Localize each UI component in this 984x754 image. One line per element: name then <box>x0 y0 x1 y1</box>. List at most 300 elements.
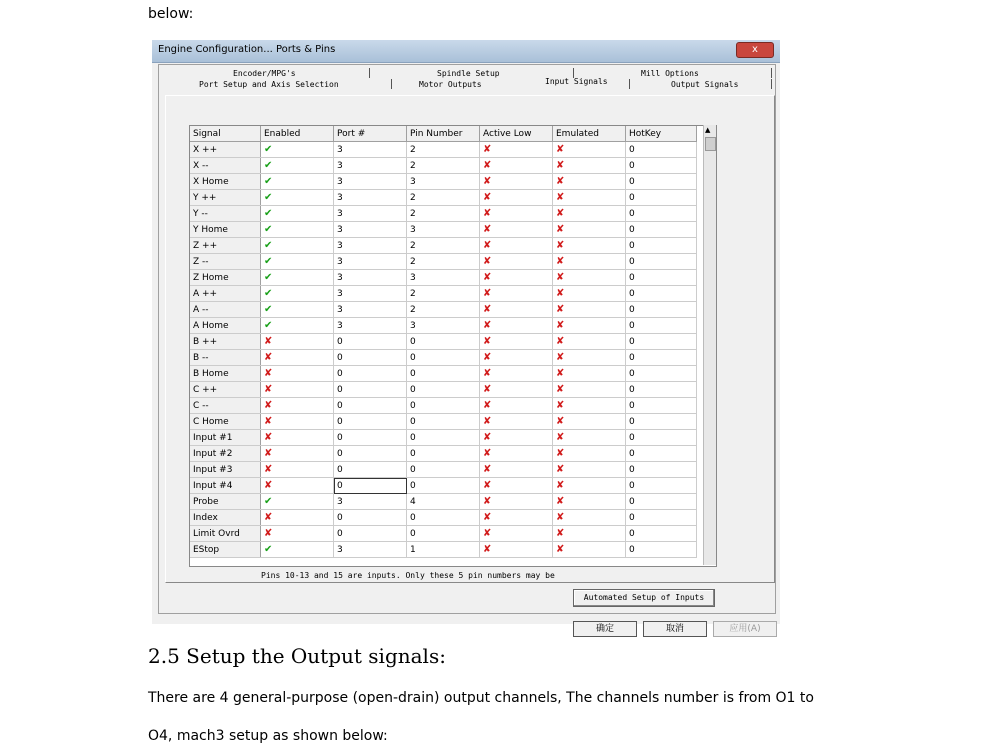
active-low-cell[interactable] <box>480 222 553 238</box>
emulated-cell[interactable] <box>553 190 626 206</box>
cancel-button[interactable]: 取消 <box>643 621 707 637</box>
signal-name-cell[interactable]: Z -- <box>190 254 261 270</box>
red-x-icon[interactable]: ✘ <box>483 144 492 155</box>
signal-name-cell[interactable]: B Home <box>190 366 261 382</box>
red-x-icon[interactable]: ✘ <box>483 368 492 379</box>
signal-name-cell[interactable]: Limit Ovrd <box>190 526 261 542</box>
port-cell[interactable]: 3 <box>334 222 407 238</box>
red-x-icon[interactable]: ✘ <box>483 160 492 171</box>
column-header-enabled[interactable]: Enabled <box>261 126 334 142</box>
emulated-cell[interactable] <box>553 366 626 382</box>
emulated-cell[interactable] <box>553 238 626 254</box>
hotkey-cell[interactable]: 0 <box>626 398 697 414</box>
signal-name-cell[interactable]: C Home <box>190 414 261 430</box>
green-check-icon[interactable]: ✔ <box>264 224 273 235</box>
enabled-cell[interactable] <box>261 446 334 462</box>
hotkey-cell[interactable]: 0 <box>626 206 697 222</box>
enabled-cell[interactable] <box>261 142 334 158</box>
emulated-cell[interactable] <box>553 270 626 286</box>
green-check-icon[interactable]: ✔ <box>264 320 273 331</box>
grid-scrollbar[interactable] <box>703 125 716 565</box>
tab-mill-options[interactable]: Mill Options <box>641 69 699 78</box>
active-low-cell[interactable] <box>480 494 553 510</box>
emulated-cell[interactable] <box>553 478 626 494</box>
emulated-cell[interactable] <box>553 398 626 414</box>
column-header-signal[interactable]: Signal <box>190 126 261 142</box>
hotkey-cell[interactable]: 0 <box>626 302 697 318</box>
enabled-cell[interactable] <box>261 302 334 318</box>
red-x-icon[interactable]: ✘ <box>556 304 565 315</box>
emulated-cell[interactable] <box>553 462 626 478</box>
red-x-icon[interactable]: ✘ <box>483 480 492 491</box>
grid-body <box>190 142 697 558</box>
pin-number-cell[interactable]: 0 <box>407 350 480 366</box>
port-cell[interactable]: 3 <box>334 286 407 302</box>
pin-number-cell[interactable]: 4 <box>407 494 480 510</box>
paragraph-line-1: There are 4 general-purpose (open-drain) output channels, The channels number is from O1 to <box>148 690 814 706</box>
signal-name-cell[interactable]: C ++ <box>190 382 261 398</box>
signal-name-cell[interactable]: Input #1 <box>190 430 261 446</box>
tab-port-setup[interactable]: Port Setup and Axis Selection <box>199 80 339 89</box>
enabled-cell[interactable] <box>261 494 334 510</box>
red-x-icon[interactable]: ✘ <box>483 304 492 315</box>
red-x-icon[interactable]: ✘ <box>483 320 492 331</box>
green-check-icon[interactable]: ✔ <box>264 144 273 155</box>
enabled-cell[interactable] <box>261 254 334 270</box>
red-x-icon[interactable]: ✘ <box>483 272 492 283</box>
pin-number-cell[interactable]: 0 <box>407 414 480 430</box>
red-x-icon[interactable]: ✘ <box>556 144 565 155</box>
red-x-icon[interactable]: ✘ <box>483 432 492 443</box>
hotkey-cell[interactable]: 0 <box>626 270 697 286</box>
hotkey-cell[interactable]: 0 <box>626 318 697 334</box>
active-low-cell[interactable] <box>480 542 553 558</box>
active-low-cell[interactable] <box>480 286 553 302</box>
pin-number-cell[interactable]: 0 <box>407 430 480 446</box>
red-x-icon[interactable]: ✘ <box>483 336 492 347</box>
column-header-port[interactable]: Port # <box>334 126 407 142</box>
red-x-icon[interactable]: ✘ <box>556 208 565 219</box>
red-x-icon[interactable]: ✘ <box>264 368 273 379</box>
tab-divider <box>771 68 772 78</box>
red-x-icon[interactable]: ✘ <box>556 464 565 475</box>
red-x-icon[interactable]: ✘ <box>556 160 565 171</box>
red-x-icon[interactable]: ✘ <box>556 352 565 363</box>
intro-text: below: <box>148 6 194 22</box>
active-low-cell[interactable] <box>480 478 553 494</box>
active-low-cell[interactable] <box>480 334 553 350</box>
hotkey-cell[interactable]: 0 <box>626 174 697 190</box>
signal-name-cell[interactable]: EStop <box>190 542 261 558</box>
active-low-cell[interactable] <box>480 430 553 446</box>
red-x-icon[interactable]: ✘ <box>483 544 492 555</box>
emulated-cell[interactable] <box>553 382 626 398</box>
port-cell[interactable]: 3 <box>334 494 407 510</box>
port-cell[interactable]: 0 <box>334 526 407 542</box>
red-x-icon[interactable]: ✘ <box>483 416 492 427</box>
enabled-cell[interactable] <box>261 190 334 206</box>
hotkey-cell[interactable]: 0 <box>626 526 697 542</box>
signal-name-cell[interactable]: A -- <box>190 302 261 318</box>
active-low-cell[interactable] <box>480 254 553 270</box>
red-x-icon[interactable]: ✘ <box>483 496 492 507</box>
pin-number-cell[interactable]: 2 <box>407 286 480 302</box>
red-x-icon[interactable]: ✘ <box>556 224 565 235</box>
port-cell[interactable]: 0 <box>334 366 407 382</box>
pins-note: Pins 10-13 and 15 are inputs. Only these 5 pin numbers may be <box>261 571 555 580</box>
port-cell[interactable]: 3 <box>334 190 407 206</box>
hotkey-cell[interactable]: 0 <box>626 286 697 302</box>
active-low-cell[interactable] <box>480 398 553 414</box>
enabled-cell[interactable] <box>261 222 334 238</box>
signal-name-cell[interactable]: C -- <box>190 398 261 414</box>
pin-number-cell[interactable]: 2 <box>407 238 480 254</box>
tab-spindle-setup[interactable]: Spindle Setup <box>437 69 500 78</box>
red-x-icon[interactable]: ✘ <box>264 384 273 395</box>
pin-number-cell[interactable]: 0 <box>407 446 480 462</box>
column-header-emulated[interactable]: Emulated <box>553 126 626 142</box>
hotkey-cell[interactable]: 0 <box>626 414 697 430</box>
green-check-icon[interactable]: ✔ <box>264 160 273 171</box>
enabled-cell[interactable] <box>261 526 334 542</box>
hotkey-cell[interactable]: 0 <box>626 478 697 494</box>
green-check-icon[interactable]: ✔ <box>264 176 273 187</box>
pin-number-cell[interactable]: 0 <box>407 510 480 526</box>
red-x-icon[interactable]: ✘ <box>556 480 565 491</box>
signal-name-cell[interactable]: X Home <box>190 174 261 190</box>
port-cell[interactable]: 3 <box>334 542 407 558</box>
table-row <box>190 286 697 302</box>
hotkey-cell[interactable]: 0 <box>626 350 697 366</box>
enabled-cell[interactable] <box>261 414 334 430</box>
hotkey-cell[interactable]: 0 <box>626 142 697 158</box>
port-cell[interactable]: 3 <box>334 158 407 174</box>
hotkey-cell[interactable]: 0 <box>626 222 697 238</box>
active-low-cell[interactable] <box>480 366 553 382</box>
green-check-icon[interactable]: ✔ <box>264 288 273 299</box>
table-row <box>190 398 697 414</box>
enabled-cell[interactable] <box>261 158 334 174</box>
active-low-cell[interactable] <box>480 318 553 334</box>
pin-number-cell[interactable]: 2 <box>407 158 480 174</box>
hotkey-cell[interactable]: 0 <box>626 446 697 462</box>
signal-name-cell[interactable]: B -- <box>190 350 261 366</box>
close-button[interactable]: x <box>736 42 774 58</box>
green-check-icon[interactable]: ✔ <box>264 272 273 283</box>
pin-number-cell[interactable]: 2 <box>407 302 480 318</box>
red-x-icon[interactable]: ✘ <box>264 416 273 427</box>
hotkey-cell[interactable]: 0 <box>626 238 697 254</box>
enabled-cell[interactable] <box>261 462 334 478</box>
active-low-cell[interactable] <box>480 238 553 254</box>
red-x-icon[interactable]: ✘ <box>556 416 565 427</box>
red-x-icon[interactable]: ✘ <box>264 400 273 411</box>
pin-number-cell[interactable]: 2 <box>407 254 480 270</box>
port-cell[interactable]: 0 <box>334 430 407 446</box>
signal-name-cell[interactable]: A ++ <box>190 286 261 302</box>
port-cell[interactable]: 0 <box>334 398 407 414</box>
enabled-cell[interactable] <box>261 510 334 526</box>
hotkey-cell[interactable]: 0 <box>626 542 697 558</box>
red-x-icon[interactable]: ✘ <box>483 288 492 299</box>
port-cell[interactable]: 3 <box>334 238 407 254</box>
active-low-cell[interactable] <box>480 462 553 478</box>
emulated-cell[interactable] <box>553 334 626 350</box>
green-check-icon[interactable]: ✔ <box>264 496 273 507</box>
red-x-icon[interactable]: ✘ <box>556 544 565 555</box>
emulated-cell[interactable] <box>553 254 626 270</box>
red-x-icon[interactable]: ✘ <box>264 432 273 443</box>
emulated-cell[interactable] <box>553 510 626 526</box>
enabled-cell[interactable] <box>261 350 334 366</box>
signal-name-cell[interactable]: Input #2 <box>190 446 261 462</box>
hotkey-cell[interactable]: 0 <box>626 382 697 398</box>
active-low-cell[interactable] <box>480 510 553 526</box>
emulated-cell[interactable] <box>553 430 626 446</box>
hotkey-cell[interactable]: 0 <box>626 430 697 446</box>
automated-setup-button[interactable]: Automated Setup of Inputs <box>573 589 715 607</box>
signal-name-cell[interactable]: A Home <box>190 318 261 334</box>
tab-encoder-mpg[interactable]: Encoder/MPG's <box>233 69 296 78</box>
emulated-cell[interactable] <box>553 526 626 542</box>
pin-number-cell[interactable]: 3 <box>407 318 480 334</box>
red-x-icon[interactable]: ✘ <box>556 192 565 203</box>
active-low-cell[interactable] <box>480 414 553 430</box>
red-x-icon[interactable]: ✘ <box>264 448 273 459</box>
emulated-cell[interactable] <box>553 318 626 334</box>
port-cell[interactable]: 0 <box>334 462 407 478</box>
pin-number-cell[interactable]: 1 <box>407 542 480 558</box>
port-cell[interactable]: 0 <box>334 382 407 398</box>
pin-number-cell[interactable]: 2 <box>407 206 480 222</box>
red-x-icon[interactable]: ✘ <box>556 448 565 459</box>
emulated-cell[interactable] <box>553 350 626 366</box>
emulated-cell[interactable] <box>553 206 626 222</box>
pin-number-cell[interactable]: 0 <box>407 398 480 414</box>
active-low-cell[interactable] <box>480 446 553 462</box>
green-check-icon[interactable]: ✔ <box>264 544 273 555</box>
red-x-icon[interactable]: ✘ <box>483 176 492 187</box>
signal-name-cell[interactable]: Y Home <box>190 222 261 238</box>
red-x-icon[interactable]: ✘ <box>483 512 492 523</box>
red-x-icon[interactable]: ✘ <box>556 176 565 187</box>
red-x-icon[interactable]: ✘ <box>264 464 273 475</box>
enabled-cell[interactable] <box>261 430 334 446</box>
port-cell[interactable]: 0 <box>334 414 407 430</box>
port-cell[interactable]: 0 <box>334 510 407 526</box>
enabled-cell[interactable] <box>261 478 334 494</box>
emulated-cell[interactable] <box>553 158 626 174</box>
port-cell[interactable]: 3 <box>334 302 407 318</box>
column-header-hotkey[interactable]: HotKey <box>626 126 697 142</box>
red-x-icon[interactable]: ✘ <box>556 528 565 539</box>
ok-button[interactable]: 确定 <box>573 621 637 637</box>
pin-number-cell[interactable]: 2 <box>407 190 480 206</box>
hotkey-cell[interactable]: 0 <box>626 334 697 350</box>
table-row <box>190 430 697 446</box>
table-row <box>190 206 697 222</box>
green-check-icon[interactable]: ✔ <box>264 192 273 203</box>
red-x-icon[interactable]: ✘ <box>264 352 273 363</box>
red-x-icon[interactable]: ✘ <box>483 224 492 235</box>
emulated-cell[interactable] <box>553 286 626 302</box>
red-x-icon[interactable]: ✘ <box>556 336 565 347</box>
red-x-icon[interactable]: ✘ <box>483 400 492 411</box>
red-x-icon[interactable]: ✘ <box>264 480 273 491</box>
emulated-cell[interactable] <box>553 142 626 158</box>
pin-number-cell[interactable]: 3 <box>407 174 480 190</box>
section-heading: 2.5 Setup the Output signals: <box>148 644 446 668</box>
signal-name-cell[interactable]: Index <box>190 510 261 526</box>
hotkey-cell[interactable]: 0 <box>626 254 697 270</box>
port-cell[interactable]: 0 <box>334 334 407 350</box>
red-x-icon[interactable]: ✘ <box>483 464 492 475</box>
red-x-icon[interactable]: ✘ <box>556 272 565 283</box>
enabled-cell[interactable] <box>261 366 334 382</box>
pin-number-cell[interactable]: 3 <box>407 270 480 286</box>
table-row <box>190 158 697 174</box>
active-low-cell[interactable] <box>480 158 553 174</box>
active-low-cell[interactable] <box>480 270 553 286</box>
pin-number-cell[interactable]: 0 <box>407 462 480 478</box>
signal-name-cell[interactable]: Y ++ <box>190 190 261 206</box>
emulated-cell[interactable] <box>553 302 626 318</box>
red-x-icon[interactable]: ✘ <box>556 384 565 395</box>
red-x-icon[interactable]: ✘ <box>264 512 273 523</box>
red-x-icon[interactable]: ✘ <box>556 288 565 299</box>
active-low-cell[interactable] <box>480 302 553 318</box>
hotkey-cell[interactable]: 0 <box>626 462 697 478</box>
red-x-icon[interactable]: ✘ <box>556 240 565 251</box>
red-x-icon[interactable]: ✘ <box>483 256 492 267</box>
enabled-cell[interactable] <box>261 174 334 190</box>
signal-name-cell[interactable]: B ++ <box>190 334 261 350</box>
green-check-icon[interactable]: ✔ <box>264 256 273 267</box>
pin-number-cell[interactable]: 3 <box>407 222 480 238</box>
pin-number-cell[interactable]: 2 <box>407 142 480 158</box>
red-x-icon[interactable]: ✘ <box>264 336 273 347</box>
red-x-icon[interactable]: ✘ <box>556 400 565 411</box>
enabled-cell[interactable] <box>261 382 334 398</box>
enabled-cell[interactable] <box>261 286 334 302</box>
table-row <box>190 446 697 462</box>
hotkey-cell[interactable]: 0 <box>626 510 697 526</box>
red-x-icon[interactable]: ✘ <box>483 528 492 539</box>
hotkey-cell[interactable]: 0 <box>626 190 697 206</box>
red-x-icon[interactable]: ✘ <box>483 208 492 219</box>
red-x-icon[interactable]: ✘ <box>556 256 565 267</box>
enabled-cell[interactable] <box>261 238 334 254</box>
port-cell[interactable]: 0 <box>334 446 407 462</box>
column-header-active-low[interactable]: Active Low <box>480 126 553 142</box>
emulated-cell[interactable] <box>553 174 626 190</box>
pin-number-cell[interactable]: 0 <box>407 382 480 398</box>
red-x-icon[interactable]: ✘ <box>483 240 492 251</box>
pin-number-cell[interactable]: 0 <box>407 526 480 542</box>
signal-name-cell[interactable]: Input #4 <box>190 478 261 494</box>
column-header-pin-number[interactable]: Pin Number <box>407 126 480 142</box>
emulated-cell[interactable] <box>553 542 626 558</box>
scroll-up-icon[interactable]: ▲ <box>705 126 711 134</box>
emulated-cell[interactable] <box>553 494 626 510</box>
pin-number-cell[interactable]: 0 <box>407 478 480 494</box>
active-low-cell[interactable] <box>480 190 553 206</box>
active-low-cell[interactable] <box>480 350 553 366</box>
table-row <box>190 174 697 190</box>
port-cell[interactable]: 3 <box>334 206 407 222</box>
active-low-cell[interactable] <box>480 174 553 190</box>
signal-name-cell[interactable]: Z ++ <box>190 238 261 254</box>
active-low-cell[interactable] <box>480 206 553 222</box>
hotkey-cell[interactable]: 0 <box>626 366 697 382</box>
port-cell[interactable]: 3 <box>334 254 407 270</box>
port-cell[interactable]: 3 <box>334 174 407 190</box>
port-cell[interactable]: 0 <box>334 478 407 494</box>
signal-name-cell[interactable]: X ++ <box>190 142 261 158</box>
mach3-config-screenshot <box>152 40 780 634</box>
apply-button[interactable]: 应用(A) <box>713 621 777 637</box>
port-cell[interactable]: 3 <box>334 318 407 334</box>
hotkey-cell[interactable]: 0 <box>626 494 697 510</box>
red-x-icon[interactable]: ✘ <box>483 352 492 363</box>
red-x-icon[interactable]: ✘ <box>483 192 492 203</box>
pin-number-cell[interactable]: 0 <box>407 366 480 382</box>
tab-divider <box>629 79 630 89</box>
red-x-icon[interactable]: ✘ <box>556 320 565 331</box>
red-x-icon[interactable]: ✘ <box>556 496 565 507</box>
scroll-thumb[interactable] <box>705 137 716 151</box>
red-x-icon[interactable]: ✘ <box>483 448 492 459</box>
red-x-icon[interactable]: ✘ <box>556 368 565 379</box>
green-check-icon[interactable]: ✔ <box>264 208 273 219</box>
emulated-cell[interactable] <box>553 222 626 238</box>
pin-number-cell[interactable]: 0 <box>407 334 480 350</box>
tab-motor-outputs[interactable]: Motor Outputs <box>419 80 482 89</box>
enabled-cell[interactable] <box>261 206 334 222</box>
port-cell[interactable]: 0 <box>334 350 407 366</box>
table-row <box>190 462 697 478</box>
active-low-cell[interactable] <box>480 526 553 542</box>
green-check-icon[interactable]: ✔ <box>264 240 273 251</box>
enabled-cell[interactable] <box>261 542 334 558</box>
signal-name-cell[interactable]: Probe <box>190 494 261 510</box>
enabled-cell[interactable] <box>261 334 334 350</box>
window-titlebar <box>152 40 780 63</box>
red-x-icon[interactable]: ✘ <box>556 432 565 443</box>
emulated-cell[interactable] <box>553 446 626 462</box>
port-cell[interactable]: 3 <box>334 270 407 286</box>
signal-name-cell[interactable]: X -- <box>190 158 261 174</box>
signal-name-cell[interactable]: Z Home <box>190 270 261 286</box>
tab-input-signals[interactable]: Input Signals <box>545 77 608 86</box>
enabled-cell[interactable] <box>261 318 334 334</box>
green-check-icon[interactable]: ✔ <box>264 304 273 315</box>
window-title: Engine Configuration... Ports & Pins <box>158 44 336 55</box>
enabled-cell[interactable] <box>261 398 334 414</box>
red-x-icon[interactable]: ✘ <box>483 384 492 395</box>
hotkey-cell[interactable]: 0 <box>626 158 697 174</box>
port-cell[interactable]: 3 <box>334 142 407 158</box>
signal-name-cell[interactable]: Y -- <box>190 206 261 222</box>
signal-name-cell[interactable]: Input #3 <box>190 462 261 478</box>
red-x-icon[interactable]: ✘ <box>556 512 565 523</box>
active-low-cell[interactable] <box>480 142 553 158</box>
red-x-icon[interactable]: ✘ <box>264 528 273 539</box>
enabled-cell[interactable] <box>261 270 334 286</box>
emulated-cell[interactable] <box>553 414 626 430</box>
active-low-cell[interactable] <box>480 382 553 398</box>
tab-output-signals[interactable]: Output Signals <box>671 80 739 89</box>
